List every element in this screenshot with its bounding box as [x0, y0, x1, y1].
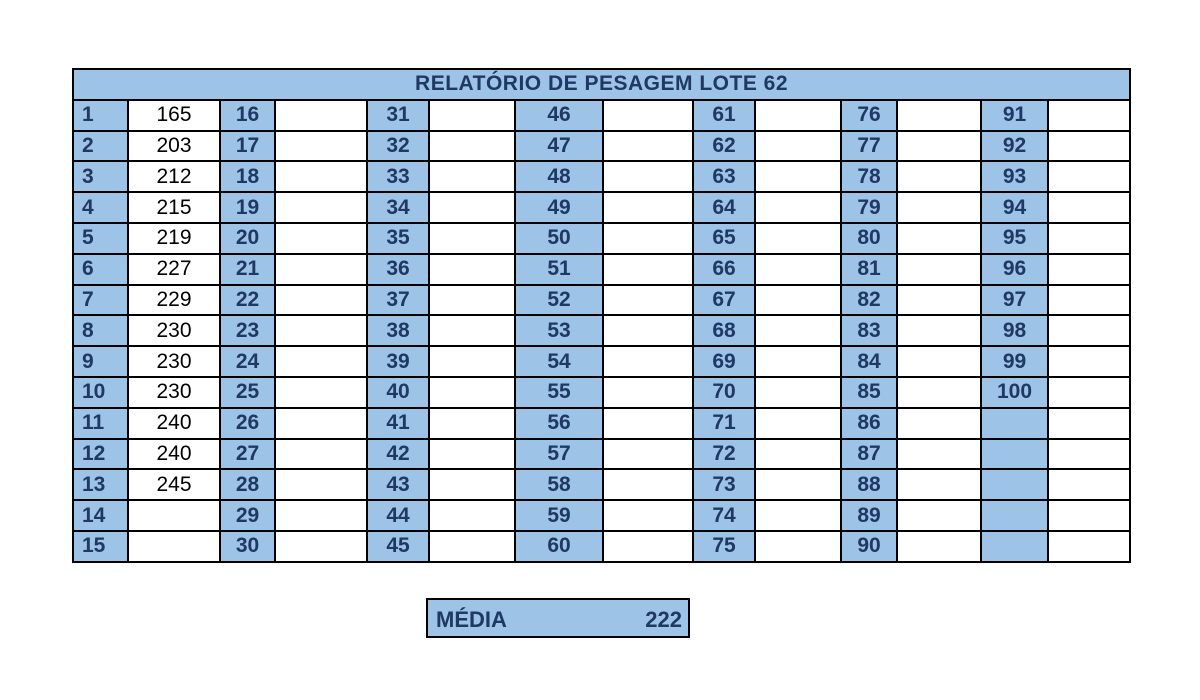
weight-cell	[603, 469, 693, 500]
weight-cell	[429, 223, 515, 254]
table-row	[73, 315, 1130, 346]
weight-cell	[1048, 285, 1130, 316]
animal-number: 39	[367, 346, 429, 377]
animal-number: 59	[515, 500, 603, 531]
animal-number: 84	[841, 346, 897, 377]
animal-number: 27	[220, 439, 275, 470]
weight-cell	[897, 100, 981, 131]
animal-number: 91	[981, 100, 1048, 131]
weight-cell	[897, 161, 981, 192]
animal-number: 26	[220, 408, 275, 439]
animal-number: 45	[367, 531, 429, 562]
table-row	[73, 469, 1130, 500]
animal-number: 22	[220, 285, 275, 316]
animal-number: 4	[73, 192, 128, 223]
animal-number: 85	[841, 377, 897, 408]
weight-cell	[897, 531, 981, 562]
animal-number: 35	[367, 223, 429, 254]
weight-cell	[755, 439, 841, 470]
animal-number: 40	[367, 377, 429, 408]
animal-number: 42	[367, 439, 429, 470]
animal-number: 6	[73, 254, 128, 285]
table-row	[73, 408, 1130, 439]
animal-number: 96	[981, 254, 1048, 285]
weight-cell	[755, 346, 841, 377]
table-row	[73, 131, 1130, 162]
weight-cell	[429, 531, 515, 562]
animal-number: 89	[841, 500, 897, 531]
animal-number: 87	[841, 439, 897, 470]
weight-cell	[897, 500, 981, 531]
weight-cell	[897, 408, 981, 439]
animal-number: 19	[220, 192, 275, 223]
table-row	[73, 254, 1130, 285]
weight-cell	[275, 254, 367, 285]
animal-number: 99	[981, 346, 1048, 377]
table-row	[73, 531, 1130, 562]
animal-number	[981, 469, 1048, 500]
animal-number: 53	[515, 315, 603, 346]
animal-number: 1	[73, 100, 128, 131]
weight-cell	[755, 315, 841, 346]
weight-cell: 227	[128, 254, 220, 285]
animal-number: 92	[981, 131, 1048, 162]
animal-number: 78	[841, 161, 897, 192]
weight-cell	[897, 131, 981, 162]
animal-number	[981, 531, 1048, 562]
animal-number: 72	[693, 439, 755, 470]
animal-number: 58	[515, 469, 603, 500]
weight-cell	[275, 500, 367, 531]
animal-number: 86	[841, 408, 897, 439]
weight-cell	[1048, 346, 1130, 377]
animal-number: 32	[367, 131, 429, 162]
weight-cell	[275, 531, 367, 562]
weight-cell	[1048, 192, 1130, 223]
animal-number: 8	[73, 315, 128, 346]
animal-number: 9	[73, 346, 128, 377]
animal-number: 10	[73, 377, 128, 408]
table-row	[73, 500, 1130, 531]
animal-number: 47	[515, 131, 603, 162]
average-label: MÉDIA	[436, 607, 507, 632]
weight-cell	[1048, 254, 1130, 285]
animal-number: 46	[515, 100, 603, 131]
weight-cell	[603, 531, 693, 562]
weight-cell	[275, 439, 367, 470]
weight-cell: 230	[128, 346, 220, 377]
report-title: RELATÓRIO DE PESAGEM LOTE 62	[73, 69, 1130, 100]
weight-cell	[755, 100, 841, 131]
weight-cell	[897, 439, 981, 470]
animal-number: 73	[693, 469, 755, 500]
weight-cell	[603, 223, 693, 254]
animal-number: 55	[515, 377, 603, 408]
weight-cell	[603, 408, 693, 439]
animal-number: 79	[841, 192, 897, 223]
weight-cell	[275, 469, 367, 500]
weight-cell	[897, 285, 981, 316]
animal-number	[981, 439, 1048, 470]
weight-cell	[897, 377, 981, 408]
animal-number: 21	[220, 254, 275, 285]
weight-cell: 212	[128, 161, 220, 192]
weight-cell	[897, 315, 981, 346]
animal-number: 16	[220, 100, 275, 131]
table-row	[73, 285, 1130, 316]
weight-cell	[755, 285, 841, 316]
animal-number: 7	[73, 285, 128, 316]
animal-number: 75	[693, 531, 755, 562]
animal-number: 28	[220, 469, 275, 500]
animal-number: 5	[73, 223, 128, 254]
animal-number: 66	[693, 254, 755, 285]
weight-cell	[128, 531, 220, 562]
weight-cell	[275, 408, 367, 439]
weight-cell	[275, 315, 367, 346]
weight-cell	[275, 100, 367, 131]
weight-cell	[603, 315, 693, 346]
animal-number: 95	[981, 223, 1048, 254]
weight-cell	[275, 285, 367, 316]
animal-number: 30	[220, 531, 275, 562]
animal-number	[981, 500, 1048, 531]
weight-cell	[755, 531, 841, 562]
weight-cell	[897, 223, 981, 254]
weight-cell	[429, 192, 515, 223]
weight-cell	[1048, 161, 1130, 192]
weight-cell	[603, 500, 693, 531]
animal-number: 93	[981, 161, 1048, 192]
weight-cell	[755, 377, 841, 408]
animal-number: 97	[981, 285, 1048, 316]
animal-number: 49	[515, 192, 603, 223]
weight-cell	[897, 469, 981, 500]
weight-cell	[429, 346, 515, 377]
table-row	[73, 161, 1130, 192]
weight-cell: 165	[128, 100, 220, 131]
weight-cell	[1048, 439, 1130, 470]
animal-number: 23	[220, 315, 275, 346]
animal-number: 12	[73, 439, 128, 470]
animal-number: 51	[515, 254, 603, 285]
animal-number: 15	[73, 531, 128, 562]
animal-number: 62	[693, 131, 755, 162]
weight-cell	[603, 254, 693, 285]
weight-cell	[755, 223, 841, 254]
animal-number: 64	[693, 192, 755, 223]
animal-number: 57	[515, 439, 603, 470]
weight-cell	[603, 161, 693, 192]
weight-cell	[275, 192, 367, 223]
weight-cell: 229	[128, 285, 220, 316]
weight-cell	[1048, 500, 1130, 531]
animal-number: 74	[693, 500, 755, 531]
table-row	[73, 377, 1130, 408]
animal-number: 90	[841, 531, 897, 562]
weight-cell	[1048, 531, 1130, 562]
weighing-report-sheet	[72, 68, 1129, 563]
weight-cell: 230	[128, 315, 220, 346]
weight-cell	[275, 346, 367, 377]
weight-cell	[275, 161, 367, 192]
weight-cell: 240	[128, 439, 220, 470]
animal-number: 80	[841, 223, 897, 254]
weight-cell	[755, 192, 841, 223]
weight-cell: 245	[128, 469, 220, 500]
weighing-rows	[73, 100, 1130, 562]
animal-number: 69	[693, 346, 755, 377]
weight-cell	[1048, 315, 1130, 346]
animal-number	[981, 408, 1048, 439]
weight-cell: 215	[128, 192, 220, 223]
animal-number: 33	[367, 161, 429, 192]
animal-number: 71	[693, 408, 755, 439]
animal-number: 24	[220, 346, 275, 377]
weight-cell	[275, 223, 367, 254]
animal-number: 41	[367, 408, 429, 439]
weight-cell	[429, 500, 515, 531]
animal-number: 50	[515, 223, 603, 254]
table-row	[73, 192, 1130, 223]
animal-number: 11	[73, 408, 128, 439]
animal-number: 36	[367, 254, 429, 285]
animal-number: 68	[693, 315, 755, 346]
weight-cell	[897, 254, 981, 285]
weight-cell	[429, 254, 515, 285]
weight-cell	[603, 439, 693, 470]
average-value: 222	[645, 607, 682, 632]
weight-cell	[603, 377, 693, 408]
animal-number: 94	[981, 192, 1048, 223]
table-row	[73, 346, 1130, 377]
weight-cell	[275, 131, 367, 162]
animal-number: 52	[515, 285, 603, 316]
average-box	[426, 598, 690, 638]
weight-cell	[755, 131, 841, 162]
animal-number: 17	[220, 131, 275, 162]
weight-cell	[275, 377, 367, 408]
weight-cell	[755, 408, 841, 439]
weight-cell	[1048, 408, 1130, 439]
weight-cell: 240	[128, 408, 220, 439]
animal-number: 88	[841, 469, 897, 500]
animal-number: 29	[220, 500, 275, 531]
animal-number: 56	[515, 408, 603, 439]
animal-number: 100	[981, 377, 1048, 408]
animal-number: 70	[693, 377, 755, 408]
animal-number: 76	[841, 100, 897, 131]
animal-number: 60	[515, 531, 603, 562]
weight-cell	[429, 100, 515, 131]
animal-number: 54	[515, 346, 603, 377]
weight-cell	[429, 469, 515, 500]
animal-number: 38	[367, 315, 429, 346]
weight-cell	[603, 285, 693, 316]
weight-cell	[429, 131, 515, 162]
weight-cell	[429, 439, 515, 470]
weight-cell	[128, 500, 220, 531]
animal-number: 37	[367, 285, 429, 316]
table-row	[73, 223, 1130, 254]
animal-number: 48	[515, 161, 603, 192]
animal-number: 82	[841, 285, 897, 316]
weight-cell	[1048, 100, 1130, 131]
weight-cell	[1048, 377, 1130, 408]
weight-cell	[429, 161, 515, 192]
animal-number: 67	[693, 285, 755, 316]
weight-cell	[897, 346, 981, 377]
weight-cell	[603, 346, 693, 377]
animal-number: 2	[73, 131, 128, 162]
animal-number: 83	[841, 315, 897, 346]
animal-number: 43	[367, 469, 429, 500]
animal-number: 65	[693, 223, 755, 254]
weight-cell	[755, 500, 841, 531]
weight-cell	[1048, 469, 1130, 500]
weight-cell	[603, 131, 693, 162]
weight-cell: 219	[128, 223, 220, 254]
animal-number: 3	[73, 161, 128, 192]
animal-number: 20	[220, 223, 275, 254]
animal-number: 31	[367, 100, 429, 131]
weight-cell	[429, 285, 515, 316]
weight-cell	[1048, 223, 1130, 254]
animal-number: 13	[73, 469, 128, 500]
animal-number: 81	[841, 254, 897, 285]
weight-cell: 203	[128, 131, 220, 162]
animal-number: 18	[220, 161, 275, 192]
table-row	[73, 100, 1130, 131]
weighing-report-table	[72, 68, 1131, 563]
table-row	[73, 439, 1130, 470]
animal-number: 44	[367, 500, 429, 531]
weight-cell	[755, 254, 841, 285]
weight-cell	[755, 469, 841, 500]
weight-cell	[755, 161, 841, 192]
animal-number: 14	[73, 500, 128, 531]
animal-number: 98	[981, 315, 1048, 346]
weight-cell	[429, 408, 515, 439]
weight-cell	[603, 100, 693, 131]
animal-number: 77	[841, 131, 897, 162]
animal-number: 25	[220, 377, 275, 408]
weight-cell	[429, 315, 515, 346]
weight-cell	[897, 192, 981, 223]
animal-number: 34	[367, 192, 429, 223]
weight-cell	[603, 192, 693, 223]
weight-cell	[429, 377, 515, 408]
weight-cell	[1048, 131, 1130, 162]
animal-number: 61	[693, 100, 755, 131]
animal-number: 63	[693, 161, 755, 192]
weight-cell: 230	[128, 377, 220, 408]
